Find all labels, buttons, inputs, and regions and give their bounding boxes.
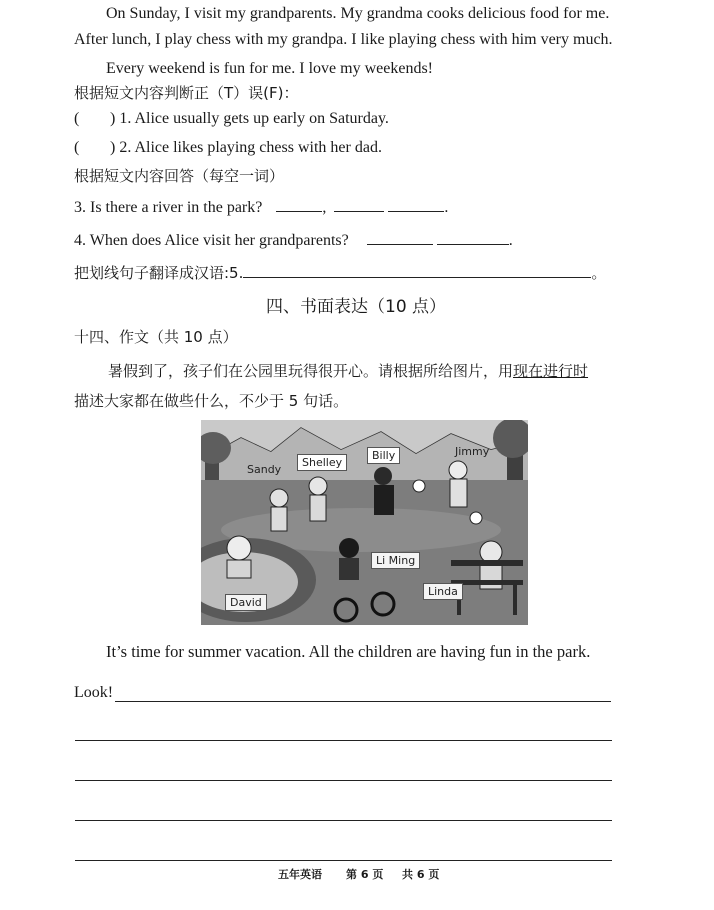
q4-period: . [508, 232, 513, 249]
label-shelley: Shelley [297, 454, 347, 471]
label-li-ming: Li Ming [371, 552, 420, 569]
translate-blank[interactable] [243, 263, 591, 278]
translate-line [74, 262, 606, 283]
tf-question-2: ) 2. Alice likes playing chess with her dad. [110, 139, 382, 156]
label-sandy: Sandy [247, 463, 282, 476]
label-jimmy: Jimmy [455, 445, 490, 458]
footer-total: 共 6 页 [402, 868, 440, 881]
footer-subject: 五年英语 [278, 868, 322, 881]
writing-line-1[interactable] [115, 701, 611, 702]
footer-page: 第 6 页 [346, 868, 384, 881]
passage-line-2: After lunch, I play chess with my grandpa. I like playing chess with him very much. [74, 31, 613, 48]
q3-blank-3[interactable] [388, 197, 444, 212]
q3-period: . [444, 199, 449, 216]
essay-prompt-line-2: 描述大家都在做些什么，不少于 5 句话。 [74, 392, 349, 410]
essay-prompt-a: 暑假到了，孩子们在公园里玩得很开心。请根据所给图片，用 [108, 362, 514, 380]
q4-blank-1[interactable] [367, 230, 433, 245]
q4-blank-2[interactable] [437, 230, 509, 245]
park-picture [201, 420, 528, 625]
q3-number: 3. [74, 199, 86, 216]
translate-end: 。 [591, 264, 607, 282]
label-billy: Billy [367, 447, 400, 464]
passage-line-3: Every weekend is fun for me. I love my weekends! [106, 60, 433, 77]
q3-comma: , [322, 199, 327, 216]
answer-instruction: 根据短文内容回答（每空一词） [74, 167, 285, 185]
answer-q4 [74, 230, 513, 250]
look-label: Look! [74, 684, 114, 701]
q4-text: 4. When does Alice visit her grandparents? [74, 232, 349, 249]
tf-q1-paren: ( [74, 110, 80, 127]
writing-line-2[interactable] [75, 740, 612, 741]
essay-intro: It’s time for summer vacation. All the children are having fun in the park. [106, 642, 591, 661]
tf-question-1: ) 1. Alice usually gets up early on Saturday. [110, 110, 389, 127]
label-linda: Linda [423, 583, 463, 600]
q3-blank-1[interactable] [276, 197, 322, 212]
tf-q2-paren: ( [74, 139, 80, 156]
q3-text: Is there a river in the park? [90, 199, 263, 216]
section-title: 四、书面表达（10 点） [266, 297, 447, 317]
writing-line-3[interactable] [75, 780, 612, 781]
q3-blank-2[interactable] [334, 197, 384, 212]
answer-q3 [74, 197, 448, 217]
essay-prompt-line-1 [108, 360, 588, 381]
essay-prompt-underline: 现在进行时 [513, 362, 589, 380]
passage-line-1: On Sunday, I visit my grandparents. My grandma cooks delicious food for me. [106, 5, 610, 22]
translate-instruction: 把划线句子翻译成汉语:5. [74, 264, 244, 282]
tf-instruction: 根据短文内容判断正（T）误(F)： [74, 84, 299, 102]
essay-heading: 十四、作文（共 10 点） [74, 328, 238, 346]
writing-line-4[interactable] [75, 820, 612, 821]
writing-line-5[interactable] [75, 860, 612, 861]
label-david: David [225, 594, 267, 611]
